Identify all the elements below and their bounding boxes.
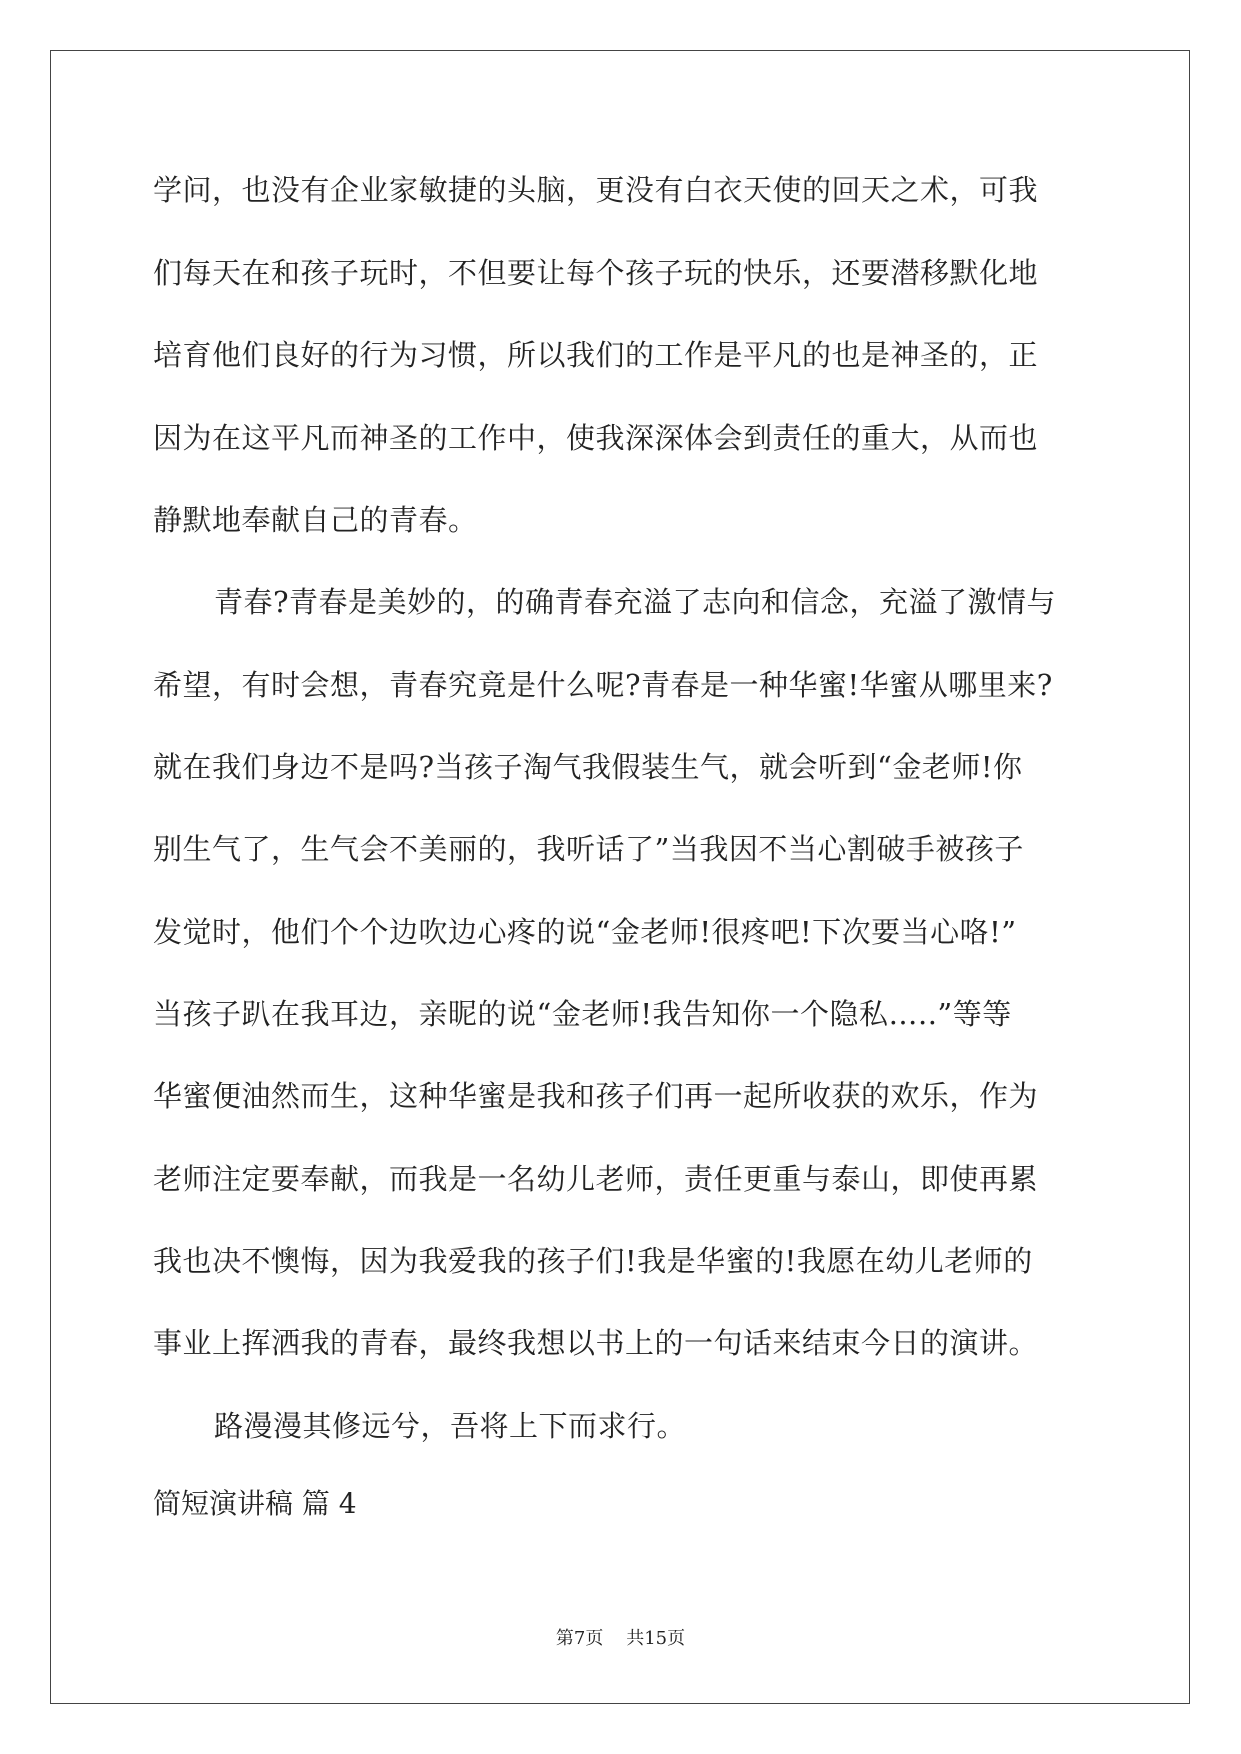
- paragraph-line: 就在我们身边不是吗?当孩子淘气我假装生气，就会听到“金老师!你: [153, 750, 1023, 784]
- paragraph-line: 事业上挥洒我的青春，最终我想以书上的一句话来结束今日的演讲。: [153, 1326, 1039, 1360]
- paragraph-line: 老师注定要奉献，而我是一名幼儿老师，责任更重与泰山，即使再累: [153, 1162, 1039, 1196]
- page-border: [50, 50, 1190, 1704]
- page-number: 第7页: [555, 1628, 604, 1649]
- page-total: 共15页: [626, 1628, 686, 1649]
- paragraph-line: 们每天在和孩子玩时，不但要让每个孩子玩的快乐，还要潜移默化地: [153, 256, 1039, 290]
- page-footer: [0, 1627, 1241, 1651]
- paragraph-line: 当孩子趴在我耳边，亲昵的说“金老师!我告知你一个隐私…..”等等: [153, 997, 1012, 1031]
- paragraph-line: 静默地奉献自己的青春。: [153, 503, 478, 537]
- paragraph-line: 培育他们良好的行为习惯，所以我们的工作是平凡的也是神圣的，正: [153, 338, 1039, 372]
- paragraph-line: 华蜜便油然而生，这种华蜜是我和孩子们再一起所收获的欢乐，作为: [153, 1079, 1039, 1113]
- section-heading: 简短演讲稿 篇 4: [153, 1487, 357, 1520]
- paragraph-line: 发觉时，他们个个边吹边心疼的说“金老师!很疼吧!下次要当心咯!”: [153, 915, 1017, 949]
- paragraph-line: 别生气了，生气会不美丽的，我听话了”当我因不当心割破手被孩子: [153, 832, 1024, 866]
- paragraph-line: 学问，也没有企业家敏捷的头脑，更没有白衣天使的回天之术，可我: [153, 173, 1039, 207]
- paragraph-line: 我也决不懊悔，因为我爱我的孩子们!我是华蜜的!我愿在幼儿老师的: [153, 1244, 1033, 1278]
- paragraph-line: 希望，有时会想，青春究竟是什么呢?青春是一种华蜜!华蜜从哪里来?: [153, 668, 1053, 702]
- paragraph-line: 路漫漫其修远兮，吾将上下而求行。: [214, 1409, 687, 1443]
- paragraph-line: 青春?青春是美妙的，的确青春充溢了志向和信念，充溢了激情与: [214, 585, 1057, 619]
- paragraph-line: 因为在这平凡而神圣的工作中，使我深深体会到责任的重大，从而也: [153, 421, 1039, 455]
